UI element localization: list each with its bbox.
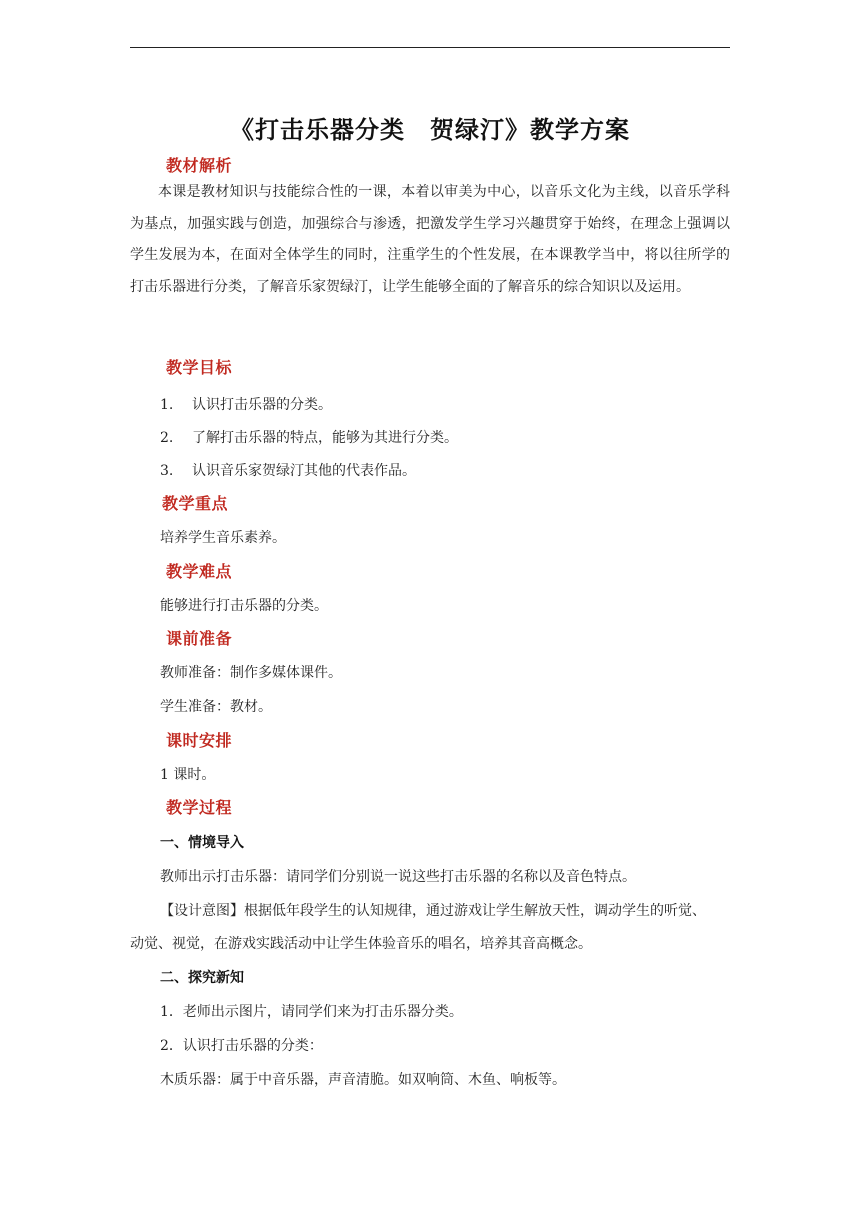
goal-text: 认识音乐家贺绿汀其他的代表作品。 [192, 463, 416, 479]
difficulties-text: 能够进行打击乐器的分类。 [160, 598, 328, 614]
goal-item [160, 396, 760, 414]
goal-text: 认识打击乐器的分类。 [192, 397, 332, 413]
analysis-paragraph: 本课是教材知识与技能综合性的一课，本着以审美为中心，以音乐文化为主线，以音乐学科为基点，加强实践与创造，加强综合与渗透，把激发学生学习兴趣贯穿于始终，在理念上强调以学生发展为本，在面对全体学生的同时，注重学生的个性发展，在本课教学当中，将以往所学的打击乐器进行分类，了解音乐家贺绿汀，让学生能够全面的了解音乐的综合知识以及运用。 [130, 184, 730, 295]
step1-title: 一、情境导入 [160, 835, 244, 851]
document-title: 《打击乐器分类 贺绿汀》教学方案 [230, 115, 630, 144]
heading-schedule: 课时安排 [166, 731, 233, 750]
heading-process: 教学过程 [166, 798, 233, 817]
design-intent-line2: 动觉、视觉，在游戏实践活动中让学生体验音乐的唱名，培养其音高概念。 [130, 936, 592, 952]
goal-item [160, 462, 760, 480]
key-points-text: 培养学生音乐素养。 [160, 530, 286, 546]
heading-difficulties: 教学难点 [166, 562, 233, 581]
goal-number: 1. [160, 397, 174, 413]
step2-item2: 2．认识打击乐器的分类： [160, 1038, 323, 1054]
heading-preparation: 课前准备 [166, 629, 233, 648]
heading-key-points: 教学重点 [162, 494, 229, 513]
schedule-text: 1 课时。 [160, 767, 216, 783]
heading-analysis: 教材解析 [166, 156, 233, 175]
goal-text: 了解打击乐器的特点，能够为其进行分类。 [192, 430, 458, 446]
step1-text: 教师出示打击乐器：请同学们分别说一说这些打击乐器的名称以及音色特点。 [160, 869, 636, 885]
goal-item [160, 429, 760, 447]
step2-item1: 1．老师出示图片，请同学们来为打击乐器分类。 [160, 1004, 463, 1020]
student-preparation: 学生准备：教材。 [160, 699, 272, 715]
heading-goals: 教学目标 [166, 358, 233, 377]
goal-number: 3. [160, 463, 174, 479]
step2-title: 二、探究新知 [160, 970, 244, 986]
header-rule [130, 47, 730, 48]
goal-number: 2. [160, 430, 174, 446]
wood-instruments-text: 木质乐器：属于中音乐器，声音清脆。如双响筒、木鱼、响板等。 [160, 1072, 566, 1088]
design-intent-line1: 【设计意图】根据低年段学生的认知规律，通过游戏让学生解放天性，调动学生的听觉、 [160, 903, 706, 919]
teacher-preparation: 教师准备：制作多媒体课件。 [160, 665, 342, 681]
